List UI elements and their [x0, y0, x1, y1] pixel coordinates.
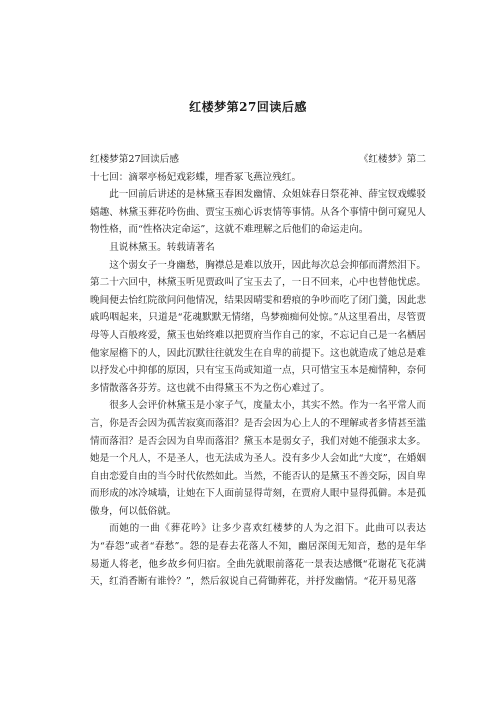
- page-title: 红楼梦第27回读后感: [189, 100, 307, 114]
- paragraph: 这个弱女子一身幽愁，胸襟总是难以放开，因此每次总会抑郁而潸然泪下。第二十六回中，林黛玉听见贾政叫了宝玉去了，一日不回来，心中也替他忧虑。晚间便去怡红院欲问问他情况，结果因晴雯和碧痕的争吵而吃了闭门羹，因此悲戚呜咽起来，只道是“花魂默默无情绪，鸟梦痴痴何处惊。”从这里看出，尽管贾母等人百般疼爱，黛玉也始终难以把贾府当作自己的家，不忘记自己是一名栖居他家屋檐下的人，因此沉默往往就发生在自卑的前提下。这也就造成了她总是难以抒发心中抑郁的原因，只有宝玉尚或知道一点，只可惜宝玉本是痴情种，奈何多情散落各芬芳。这也就不由得黛玉不为之伤心难过了。: [90, 259, 426, 394]
- paragraph: 十七回：滴翠亭杨妃戏彩蝶，埋香冢飞燕泣残红。: [90, 171, 302, 183]
- paragraph: 很多人会评价林黛玉是小家子气，度量太小，其实不然。作为一名平常人而言，你是否会因为孤苦寂寞而落泪？是否会因为心上人的不理解或者多情甚至滥情而落泪？是否会因为自卑而落泪？黛玉本是弱女子，我们对她不能强求太多。她是一个凡人，不是圣人，也无法成为圣人。没有多少人会如此“大度”，在婚姻自由恋爱自由的当今时代依然如此。当然，不能否认的是黛玉不善交际，因自卑而形成的冰冷城墙，让她在下人面前显得苛刻，在贾府人眼中显得孤僻。本是孤傲身，何以低俗就。: [90, 400, 426, 517]
- header-right-text: 《红楼梦》第二: [358, 154, 426, 165]
- header-left-text: 红楼梦第27回读后感: [90, 154, 179, 165]
- paragraph: 而她的一曲《葬花吟》让多少喜欢红楼梦的人为之泪下。此曲可以表达为“春怨”或者“春愁”。怨的是春去花落人不知，幽居深闺无知音，愁的是年华易逝人将老，他乡故乡何归宿。全曲先就眼前落花一景表达感慨“花谢花飞花满天，红消香断有谁怜？”，然后叙说自己荷锄葬花，并抒发幽情。“花开易见落: [90, 523, 426, 588]
- paragraph: 且说林黛玉。转载请著名: [109, 241, 215, 253]
- paragraph: 此一回前后讲述的是林黛玉春困发幽情、众姐妹春日祭花神、薛宝钗戏蝶驳嬉趣、林黛玉葬花吟伤曲、贾宝玉痴心诉衷情等事情。从各个事情中倒可窥见人物性格，而“性格决定命运”，这就不难理解之后他们的命运走向。: [90, 189, 426, 236]
- header-line: [90, 151, 426, 169]
- document-body: [90, 151, 426, 591]
